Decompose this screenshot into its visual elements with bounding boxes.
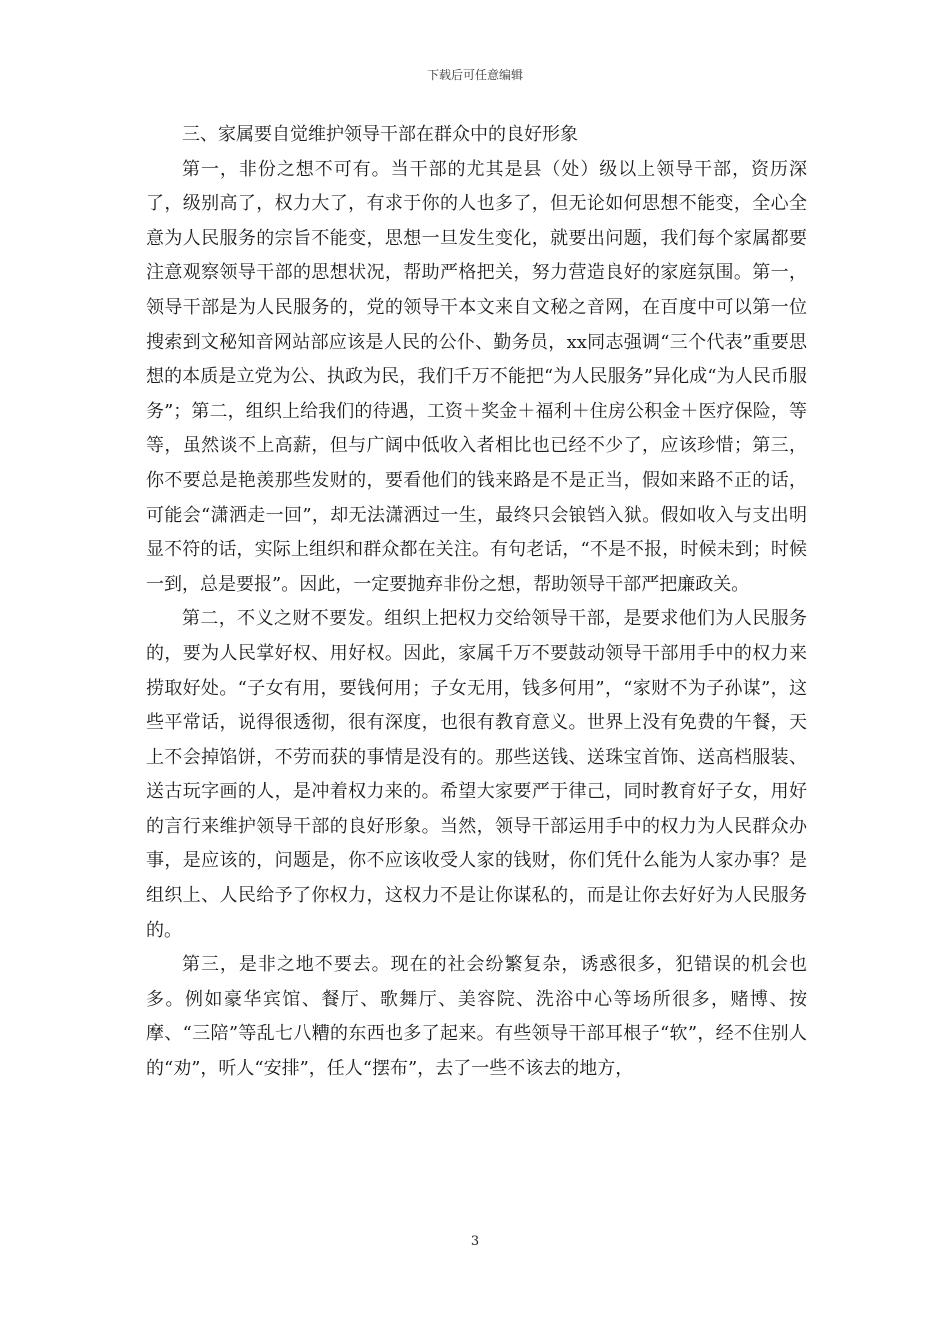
document-body [146,118,807,1087]
paragraph-3: 第三，是非之地不要去。现在的社会纷繁复杂，诱惑很多，犯错误的机会也多。例如豪华宾馆、餐厅、歌舞厅、美容院、洗浴中心等场所很多，赌博、按摩、“三陪”等乱七八糟的东西也多了起来。有些领导干部耳根子“软”，经不住别人的“劝”，听人“安排”，任人“摆布”，去了一些不该去的地方， [146,954,807,1080]
paragraph-1: 第一，非份之想不可有。当干部的尤其是县（处）级以上领导干部，资历深了，级别高了，权力大了，有求于你的人也多了，但无论如何思想不能变，全心全意为人民服务的宗旨不能变，思想一旦发生变化，就要出问题，我们每个家属都要注意观察领导干部的思想状况，帮助严格把关，努力营造良好的家庭氛围。第一，领导干部是为人民服务的，党的领导干本文来自文秘之音网，在百度中可以第一位搜索到文秘知音网站部应该是人民的公仆、勤务员，xx同志强调“三个代表”重要思想的本质是立党为公、执政为民，我们千万不能把“为人民服务”异化成“为人民币服务”；第二，组织上给我们的待遇，工资＋奖金＋福利＋住房公积金＋医疗保险，等等，虽然谈不上高薪，但与广阔中低收入者相比也已经不少了，应该珍惜；第三，你不要总是艳羡那些发财的，要看他们的钱来路是不是正当，假如来路不正的话，可能会“潇洒走一回”，却无法潇洒过一生，最终只会锒铛入狱。假如收入与支出明显不符的话，实际上组织和群众都在关注。有句老话，“不是不报，时候未到；时候一到，总是要报”。因此，一定要抛弃非份之想，帮助领导干部严把廉政关。 [146,158,807,595]
paragraph-2: 第二，不义之财不要发。组织上把权力交给领导干部，是要求他们为人民服务的，要为人民掌好权、用好权。因此，家属千万不要鼓动领导干部用手中的权力来捞取好处。“子女有用，要钱何用；子女无用，钱多何用”，“家财不为子孙谋”，这些平常话，说得很透彻，很有深度，也很有教育意义。世界上没有免费的午餐，天上不会掉馅饼，不劳而获的事情是没有的。那些送钱、送珠宝首饰、送高档服装、送古玩字画的人，是冲着权力来的。希望大家要严于律己，同时教育好子女，用好的言行来维护领导干部的良好形象。当然，领导干部运用手中的权力为人民群众办事，是应该的，问题是，你不应该收受人家的钱财，你们凭什么能为人家办事？是组织上、人民给予了你权力，这权力不是让你谋私的，而是让你去好好为人民服务的。 [146,608,807,941]
section-title: 三、家属要自觉维护领导干部在群众中的良好形象 [182,124,578,145]
page-header: 下载后可任意编辑 [426,68,523,82]
page-number: 3 [470,1234,480,1249]
